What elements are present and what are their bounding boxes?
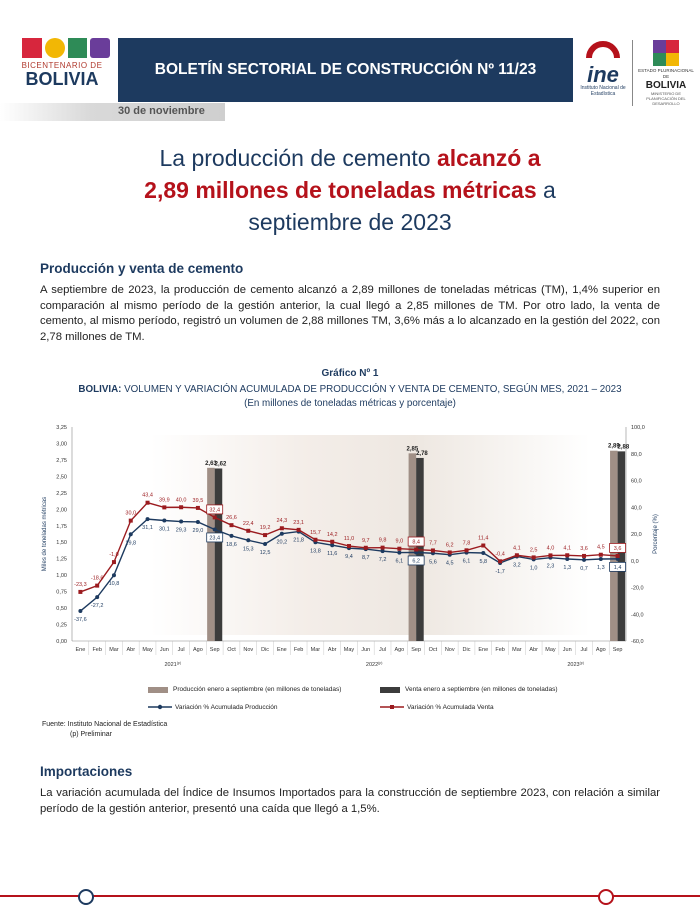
production-variation-label: 9,4 bbox=[345, 554, 353, 561]
production-variation-label: 1,3 bbox=[563, 565, 572, 572]
production-variation-point bbox=[280, 532, 284, 536]
figure-title bbox=[0, 384, 700, 395]
sales-variation-point bbox=[498, 559, 502, 563]
sales-variation-label: 7,8 bbox=[462, 540, 471, 547]
x-axis-tick-label: May bbox=[545, 647, 556, 653]
production-variation-label: 3,2 bbox=[513, 562, 521, 569]
legend-item-production-bar bbox=[148, 686, 341, 693]
sales-variation-point bbox=[431, 548, 435, 552]
sales-variation-label: -0,4 bbox=[495, 551, 505, 558]
sales-variation-label: 9,7 bbox=[361, 537, 370, 544]
x-axis-tick-label: Ago bbox=[595, 647, 606, 653]
production-variation-point bbox=[129, 532, 133, 536]
production-variation-point bbox=[112, 573, 116, 577]
x-axis-tick-label: Sep bbox=[411, 647, 422, 653]
bicentenario-top-text: BICENTENARIO DE bbox=[21, 61, 103, 70]
x-axis-tick-label: Jun bbox=[159, 647, 169, 653]
production-variation-label: -1,7 bbox=[495, 569, 505, 576]
x-axis-tick-label: Ago bbox=[193, 647, 203, 653]
sales-variation-label: 14,2 bbox=[326, 531, 338, 538]
bolivia-mosaic-icon bbox=[653, 40, 679, 66]
title-highlight-1: alcanzó a bbox=[436, 145, 541, 171]
sales-variation-label: 19,2 bbox=[259, 525, 271, 532]
production-variation-label: 18,6 bbox=[226, 541, 237, 548]
sales-variation-label: 24,3 bbox=[276, 518, 288, 525]
production-variation-label: 31,1 bbox=[142, 525, 153, 532]
figure-title-bold: BOLIVIA: bbox=[78, 384, 122, 395]
sales-variation-label: -1,0 bbox=[109, 552, 119, 559]
production-variation-point bbox=[381, 549, 385, 553]
x-axis-tick-label: Feb bbox=[495, 647, 505, 653]
x-axis-tick-label: Oct bbox=[227, 647, 236, 653]
sales-variation-point bbox=[616, 554, 620, 558]
production-bar bbox=[207, 468, 215, 641]
sales-variation-label: 9,0 bbox=[395, 538, 404, 545]
production-variation-label: 8,7 bbox=[361, 555, 370, 562]
ine-subtitle: Instituto Nacional de Estadística bbox=[580, 85, 626, 97]
right-axis-tick-label: -40,0 bbox=[631, 612, 644, 619]
production-variation-point bbox=[95, 595, 99, 599]
sales-bar-label: 2,78 bbox=[416, 450, 428, 457]
sales-variation-label: 9,8 bbox=[378, 537, 387, 544]
production-variation-label: 6,2 bbox=[412, 558, 420, 565]
right-axis-tick-label: 60,0 bbox=[631, 478, 642, 485]
sales-variation-label: 4,1 bbox=[563, 545, 572, 552]
left-axis-tick-label: 2,50 bbox=[56, 474, 67, 481]
sales-variation-point bbox=[179, 505, 183, 509]
production-variation-point bbox=[481, 551, 485, 555]
sales-variation-label: 15,7 bbox=[310, 529, 321, 536]
production-variation-label: -27,2 bbox=[90, 603, 104, 610]
sales-variation-label: 4,0 bbox=[546, 545, 555, 552]
left-axis-tick-label: 2,00 bbox=[56, 507, 67, 514]
production-variation-label: 1,0 bbox=[529, 565, 538, 572]
x-axis-tick-label: Ene bbox=[75, 647, 86, 653]
bulletin-title: BOLETÍN SECTORIAL DE CONSTRUCCIÓN Nº 11/23 bbox=[154, 61, 537, 78]
sales-variation-label: -23,3 bbox=[74, 581, 87, 588]
production-variation-label: 20,2 bbox=[276, 539, 288, 546]
sales-variation-label: 32,4 bbox=[209, 507, 221, 514]
legend-item-sales-line bbox=[380, 703, 494, 711]
left-axis-tick-label: 0,25 bbox=[56, 622, 67, 629]
section-body-imports: La variación acumulada del Índice de Insumos Importados para la construcción de septiembre 2023, con relación a similar período de la gestión anterior, presentó una caída que llegó a 1,5%. bbox=[40, 787, 660, 815]
sales-variation-point bbox=[297, 528, 301, 532]
production-bar-label: 2,85 bbox=[406, 446, 419, 453]
page-title bbox=[40, 142, 660, 238]
left-axis-tick-label: 1,25 bbox=[56, 556, 67, 563]
title-part-2: a bbox=[536, 177, 556, 203]
sales-variation-point bbox=[263, 533, 267, 537]
sales-variation-label: 11,0 bbox=[343, 536, 355, 543]
production-variation-label: 29,0 bbox=[192, 527, 204, 534]
legend-swatch-production bbox=[148, 687, 168, 693]
x-axis-tick-label: Abr bbox=[529, 647, 538, 653]
left-axis-tick-label: 2,75 bbox=[56, 457, 67, 464]
production-variation-point bbox=[565, 557, 569, 561]
ine-arc-icon bbox=[585, 38, 621, 58]
figure-source bbox=[42, 720, 167, 740]
production-variation-label: 6,1 bbox=[395, 558, 404, 565]
sales-variation-point bbox=[465, 548, 469, 552]
right-axis-tick-label: 20,0 bbox=[631, 532, 642, 538]
production-variation-label: 1,4 bbox=[613, 564, 622, 571]
sales-variation-label: 11,4 bbox=[478, 535, 489, 542]
publication-date: 30 de noviembre bbox=[118, 105, 205, 117]
x-axis-tick-label: Feb bbox=[293, 647, 304, 653]
left-axis-tick-label: 2,25 bbox=[56, 490, 67, 497]
sales-variation-label: 6,2 bbox=[445, 542, 454, 549]
left-axis-tick-label: 0,00 bbox=[56, 639, 67, 645]
left-axis-title: Miles de toneladas métricas bbox=[42, 496, 48, 572]
government-logo bbox=[632, 40, 695, 106]
chart-legend bbox=[148, 686, 628, 718]
sales-variation-point bbox=[196, 506, 200, 510]
section-heading-production: Producción y venta de cemento bbox=[40, 261, 244, 276]
x-axis-tick-label: May bbox=[343, 647, 355, 653]
production-variation-point bbox=[397, 551, 401, 555]
x-axis-tick-label: Dic bbox=[261, 647, 270, 653]
sales-bar-label: 2,62 bbox=[214, 461, 227, 468]
year-label: 2022$^{(p)}$ bbox=[365, 661, 383, 668]
title-part-1: La producción de cemento bbox=[159, 145, 437, 171]
production-variation-label: 1,3 bbox=[596, 565, 605, 572]
x-axis-tick-label: May bbox=[142, 647, 153, 653]
x-axis-tick-label: Jul bbox=[379, 647, 387, 653]
figure-source-text: Fuente: Instituto Nacional de Estadística bbox=[42, 721, 168, 728]
x-axis-tick-label: Nov bbox=[243, 647, 254, 653]
production-variation-label: 11,6 bbox=[327, 551, 338, 558]
sales-variation-label: 4,1 bbox=[513, 545, 521, 552]
sales-variation-label: -18,6 bbox=[90, 575, 104, 582]
sales-variation-label: 22,4 bbox=[242, 520, 254, 527]
production-variation-label: 5,8 bbox=[479, 558, 488, 565]
x-axis-tick-label: Sep bbox=[612, 647, 623, 653]
sales-variation-label: 40,0 bbox=[175, 497, 187, 504]
sales-variation-point bbox=[313, 538, 317, 542]
sales-variation-label: 8,4 bbox=[412, 539, 420, 546]
x-axis-tick-label: Jun bbox=[562, 647, 572, 653]
sales-variation-point bbox=[162, 505, 166, 509]
sales-variation-label: 3,6 bbox=[613, 545, 622, 552]
x-axis-tick-label: Ene bbox=[478, 647, 489, 653]
production-variation-label: 30,1 bbox=[158, 526, 170, 533]
sales-variation-label: 23,1 bbox=[293, 519, 304, 526]
bulletin-title-bar bbox=[118, 38, 573, 102]
production-variation-label: 5,6 bbox=[429, 559, 437, 566]
production-bar-label: 2,63 bbox=[205, 460, 217, 467]
gov-ministry-text: MINISTERIO DE PLANIFICACIÓN DEL DESARROLLO bbox=[646, 91, 686, 106]
legend-item-sales-bar bbox=[380, 686, 557, 693]
gov-name-text: BOLIVIA bbox=[645, 80, 687, 91]
x-axis-tick-label: Jun bbox=[361, 647, 371, 653]
sales-variation-point bbox=[78, 590, 82, 594]
production-variation-label: 29,3 bbox=[175, 527, 187, 534]
x-axis-tick-label: Dic bbox=[462, 647, 471, 653]
x-axis-tick-label: Abr bbox=[327, 647, 337, 653]
right-axis-tick-label: 80,0 bbox=[631, 451, 642, 458]
x-axis-tick-label: Sep bbox=[209, 647, 220, 653]
left-axis-tick-label: 0,50 bbox=[56, 606, 67, 613]
sales-variation-point bbox=[481, 544, 485, 548]
sales-variation-label: 4,5 bbox=[596, 544, 605, 551]
production-variation-point bbox=[162, 518, 166, 522]
x-axis-tick-label: Nov bbox=[444, 647, 455, 653]
figure-label: Gráfico Nº 1 bbox=[321, 368, 379, 379]
sales-variation-point bbox=[246, 529, 250, 533]
sales-variation-label: 7,7 bbox=[429, 540, 437, 547]
production-variation-point bbox=[78, 609, 82, 613]
sales-variation-point bbox=[347, 544, 351, 548]
bicentenario-mosaic-icon bbox=[22, 38, 110, 58]
production-variation-label: 15,3 bbox=[242, 546, 254, 553]
title-part-3: septiembre de 2023 bbox=[248, 209, 452, 235]
production-variation-label: 7,2 bbox=[378, 557, 387, 564]
production-bar bbox=[409, 453, 417, 641]
production-variation-point bbox=[330, 543, 334, 547]
sales-variation-point bbox=[330, 540, 334, 544]
left-axis-tick-label: 1,50 bbox=[56, 540, 67, 547]
right-axis-tick-label: -20,0 bbox=[631, 585, 644, 592]
sales-variation-point bbox=[381, 546, 385, 550]
x-axis-tick-label: Feb bbox=[92, 647, 102, 653]
production-variation-point bbox=[179, 520, 183, 524]
production-variation-label: -37,6 bbox=[74, 617, 87, 624]
right-axis-tick-label: 0,0 bbox=[631, 558, 639, 565]
x-axis-tick-label: Mar bbox=[310, 647, 321, 653]
sales-variation-label: 39,9 bbox=[158, 497, 170, 504]
sales-variation-point bbox=[95, 584, 99, 588]
sales-variation-label: 39,5 bbox=[192, 497, 204, 504]
legend-label-sales: Venta enero a septiembre (en millones de toneladas) bbox=[405, 686, 558, 693]
sales-variation-point bbox=[548, 553, 552, 557]
sales-variation-point bbox=[146, 501, 150, 505]
bicentenario-main-text: BOLIVIA bbox=[25, 69, 99, 89]
legend-line-production-icon bbox=[148, 703, 172, 711]
left-axis-tick-label: 1,75 bbox=[56, 523, 67, 530]
year-label: 2021$^{(p)}$ bbox=[164, 661, 181, 668]
production-variation-point bbox=[229, 534, 233, 538]
sales-variation-point bbox=[397, 547, 401, 551]
sales-variation-label: 3,6 bbox=[580, 545, 588, 552]
sales-variation-label: 26,6 bbox=[226, 515, 237, 522]
x-axis-tick-label: Ene bbox=[276, 647, 287, 653]
production-variation-label: 6,1 bbox=[462, 558, 471, 565]
sales-variation-point bbox=[515, 553, 519, 557]
right-axis-tick-label: 40,0 bbox=[631, 505, 642, 512]
production-bar-label: 2,89 bbox=[607, 443, 620, 450]
x-axis-tick-label: Jul bbox=[177, 647, 185, 653]
footer-rule bbox=[0, 895, 700, 897]
production-variation-point bbox=[599, 557, 603, 561]
sales-variation-label: 30,0 bbox=[125, 510, 137, 517]
year-label: 2023$^{(p)}$ bbox=[567, 661, 584, 668]
production-variation-label: 4,5 bbox=[445, 560, 454, 567]
sales-variation-point bbox=[448, 550, 452, 554]
sales-variation-point bbox=[565, 553, 569, 557]
sales-variation-label: 2,5 bbox=[529, 547, 538, 554]
production-variation-label: 0,7 bbox=[580, 565, 588, 572]
x-axis-tick-label: Mar bbox=[512, 647, 522, 653]
left-axis-tick-label: 0,75 bbox=[56, 589, 67, 596]
gov-top-text: ESTADO PLURINACIONAL DE bbox=[638, 68, 694, 79]
production-variation-point bbox=[246, 538, 250, 542]
sales-variation-point bbox=[532, 555, 536, 559]
section-heading-imports: Importaciones bbox=[40, 764, 133, 779]
footer-left-icon bbox=[78, 889, 94, 905]
x-axis-tick-label: Mar bbox=[109, 647, 119, 653]
legend-label-production: Producción enero a septiembre (en millones de toneladas) bbox=[173, 686, 342, 693]
production-variation-point bbox=[213, 527, 217, 531]
sales-variation-point bbox=[112, 560, 116, 564]
x-axis-tick-label: Oct bbox=[428, 647, 438, 653]
left-axis-tick-label: 3,00 bbox=[56, 441, 67, 448]
right-axis-title: Porcentaje (%) bbox=[653, 514, 659, 554]
sales-variation-point bbox=[229, 523, 233, 527]
title-highlight-2: 2,89 millones de toneladas métricas bbox=[144, 177, 537, 203]
production-variation-label: 21,8 bbox=[293, 537, 304, 544]
legend-item-production-line bbox=[148, 703, 278, 711]
production-variation-label: 2,3 bbox=[546, 563, 555, 570]
sales-variation-point bbox=[213, 515, 217, 519]
production-variation-point bbox=[582, 558, 586, 562]
x-axis-tick-label: Ago bbox=[394, 647, 405, 653]
legend-label-sales-var: Variación % Acumulada Venta bbox=[407, 703, 494, 711]
legend-label-production-var: Variación % Acumulada Producción bbox=[175, 703, 278, 711]
figure-note-text: (p) Preliminar bbox=[70, 731, 113, 738]
ine-logo-text: ine bbox=[587, 62, 619, 87]
figure-title-rest: VOLUMEN Y VARIACIÓN ACUMULADA DE PRODUCCIÓN Y VENTA DE CEMENTO, SEGÚN MES, 2021 – 2023 bbox=[121, 384, 622, 395]
sales-bar-label: 2,88 bbox=[617, 444, 630, 451]
legend-line-sales-icon bbox=[380, 703, 404, 711]
ine-logo bbox=[578, 38, 628, 104]
left-axis-tick-label: 3,25 bbox=[56, 425, 67, 431]
section-body-production: A septiembre de 2023, la producción de cemento alcanzó a 2,89 millones de toneladas métricas (TM), 1,4% superior en comparación al mismo período de la gestión anterior, la cual llegó a 2,85 millones de TM. Por otro lado, la venta de cemento, al mismo período, registró un volumen de 2,88 millones TM, 3,6% más a lo alcanzado en la gestión del 2022, con 2,78 millones de TM. bbox=[40, 284, 660, 343]
production-variation-label: 13,8 bbox=[310, 548, 321, 555]
legend-swatch-sales bbox=[380, 687, 400, 693]
sales-variation-point bbox=[280, 526, 284, 530]
production-variation-label: 19,8 bbox=[125, 540, 137, 547]
production-variation-label: 12,5 bbox=[259, 550, 271, 557]
production-variation-point bbox=[196, 520, 200, 524]
sales-variation-point bbox=[599, 553, 603, 557]
x-axis-tick-label: Abr bbox=[126, 647, 136, 653]
sales-variation-point bbox=[364, 546, 368, 550]
figure-subtitle: (En millones de toneladas métricas y porcentaje) bbox=[244, 398, 456, 409]
left-axis-tick-label: 1,00 bbox=[56, 573, 67, 580]
right-axis-tick-label: -60,0 bbox=[631, 639, 644, 645]
production-variation-label: 23,4 bbox=[209, 535, 221, 542]
sales-variation-point bbox=[129, 519, 133, 523]
sales-variation-point bbox=[414, 548, 418, 552]
sales-variation-label: 43,4 bbox=[142, 492, 153, 499]
footer-right-icon bbox=[598, 889, 614, 905]
production-variation-label: 10,8 bbox=[108, 581, 120, 588]
bicentenario-logo bbox=[14, 38, 110, 100]
production-variation-point bbox=[263, 542, 267, 546]
production-variation-point bbox=[146, 517, 150, 521]
sales-bar bbox=[215, 468, 223, 641]
right-axis-tick-label: 100,0 bbox=[631, 425, 645, 431]
sales-variation-point bbox=[582, 554, 586, 558]
cement-chart bbox=[0, 415, 700, 687]
x-axis-tick-label: Jul bbox=[580, 647, 588, 653]
